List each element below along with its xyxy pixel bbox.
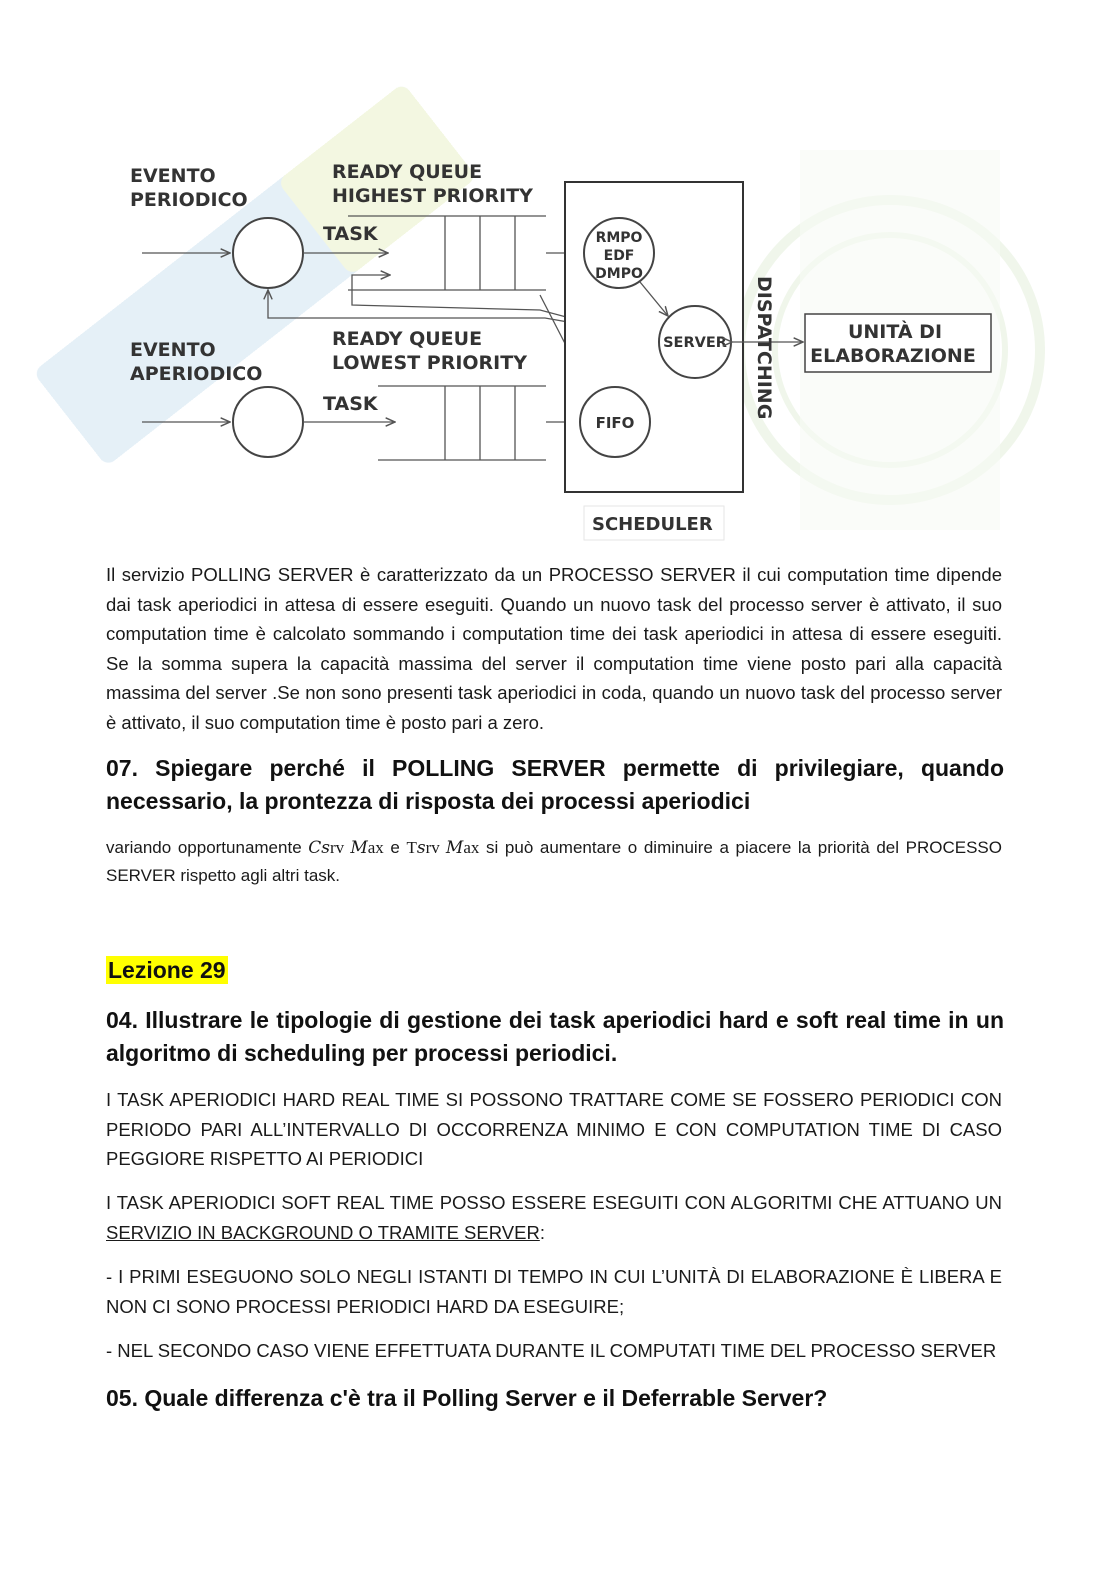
unita-label-2: ELABORAZIONE <box>810 345 976 367</box>
ready-queue-lowest-label-2: LOWEST PRIORITY <box>332 352 527 374</box>
fifo-label: FIFO <box>595 414 635 432</box>
ready-queue-lowest <box>378 386 546 460</box>
lesson-heading: Lezione 29 <box>108 957 226 983</box>
question-04-title: 04. Illustrare le tipologie di gestione dei task aperiodici hard e soft real time in un algoritmo di scheduling per processi periodici. <box>106 1007 1004 1066</box>
evento-periodico-label-1: EVENTO <box>130 165 216 187</box>
watermark-logo <box>33 83 1040 530</box>
question-05-title: 05. Quale differenza c'è tra il Polling Server e il Deferrable Server? <box>106 1385 828 1411</box>
ready-queue-lowest-label-1: READY QUEUE <box>332 328 483 350</box>
ready-queue-highest-label-1: READY QUEUE <box>332 161 483 183</box>
question-07-title: 07. Spiegare perché il POLLING SERVER permette di privilegiare, quando necessario, la prontezza di risposta dei processi aperiodici <box>106 755 1004 814</box>
unita-label-1: UNITÀ DI <box>847 321 943 343</box>
task-label-bottom: TASK <box>323 393 378 415</box>
evento-periodico-label-2: PERIODICO <box>130 189 248 211</box>
evento-aperiodico-label-2: APERIODICO <box>130 363 263 385</box>
evento-aperiodico-label-1: EVENTO <box>130 339 216 361</box>
polling-server-paragraph: Il servizio POLLING SERVER è caratterizzato da un PROCESSO SERVER il cui computation time dipende dai task aperiodici in attesa di essere eseguiti. Quando un nuovo task del processo server è attivato, il suo computation time è calcolato sommando i computation time dei task aperiodici in attesa di essere eseguiti. Se la somma supera la capacità massima del server il computation time viene posto pari alla capacità massima del server .Se non sono presenti task aperiodici in coda, quando un nuovo task del processo server è attivato, il suo computation time è posto pari a zero. <box>106 564 1002 733</box>
question-04-paragraph-1: I TASK APERIODICI HARD REAL TIME SI POSSONO TRATTARE COME SE FOSSERO PERIODICI CON PERIODO PARI ALL’INTERVALLO DI OCCORRENZA MINIMO E CON COMPUTATION TIME DI CASO PEGGIORE RISPETTO AI PERIODICI <box>106 1089 1002 1169</box>
algo-dmpo: DMPO <box>595 266 643 282</box>
algo-rmpo: RMPO <box>595 230 643 246</box>
algo-edf: EDF <box>603 248 635 264</box>
scheduler-label: SCHEDULER <box>592 514 713 535</box>
scheduling-diagram <box>0 0 1116 560</box>
question-04-paragraph-3: - I PRIMI ESEGUONO SOLO NEGLI ISTANTI DI TEMPO IN CUI L’UNITÀ DI ELABORAZIONE È LIBERA E NON CI SONO PROCESSI PERIODICI HARD DA ESEGUIRE; <box>106 1266 1002 1317</box>
dispatching-label: DISPATCHING <box>753 276 775 420</box>
ready-queue-highest-label-2: HIGHEST PRIORITY <box>332 185 533 207</box>
task-label-top: TASK <box>323 223 378 245</box>
server-label: SERVER <box>663 335 727 351</box>
periodic-event-circle <box>233 218 303 288</box>
underlined-service-text: SERVIZIO IN BACKGROUND O TRAMITE SERVER <box>106 1221 540 1243</box>
question-04-paragraph-2: I TASK APERIODICI SOFT REAL TIME POSSO ESSERE ESEGUITI CON ALGORITMI CHE ATTUANO UN SERVIZIO IN BACKGROUND O TRAMITE SERVER: <box>106 1192 1002 1243</box>
question-04-paragraph-4: - NEL SECONDO CASO VIENE EFFETTUATA DURANTE IL COMPUTATI TIME DEL PROCESSO SERVER <box>106 1340 997 1361</box>
question-07-answer: variando opportunamente Csrv Max e Tsrv Max si può aumentare o diminuire a piacere la priorità del PROCESSO SERVER rispetto agli altri task. <box>106 838 1002 885</box>
aperiodic-event-circle <box>233 387 303 457</box>
